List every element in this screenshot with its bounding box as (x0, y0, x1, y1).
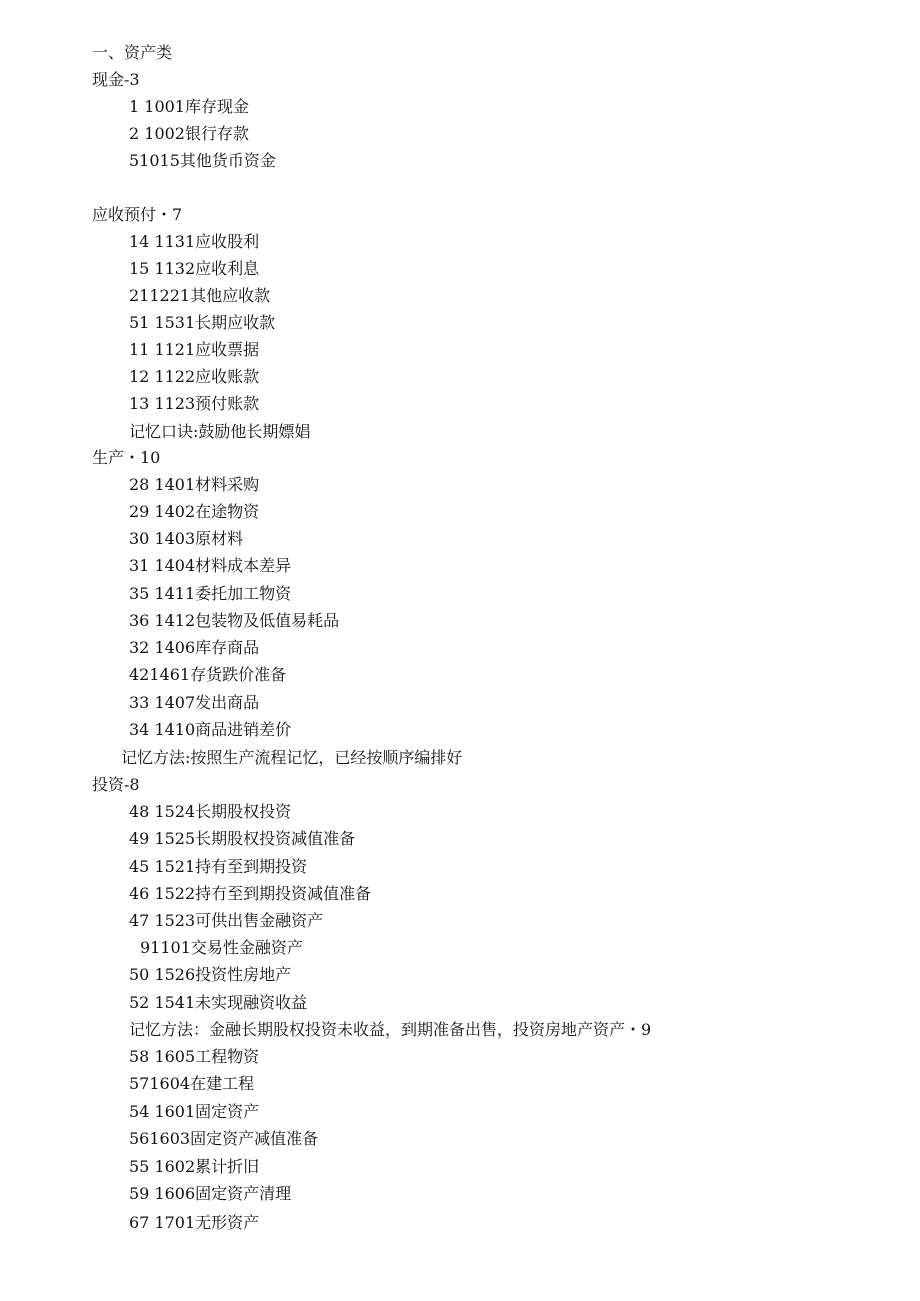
account-line: 58 1605工程物资 (129, 1047, 260, 1066)
account-line: 45 1521持有至到期投资 (129, 857, 308, 876)
account-line: 91101交易性金融资产 (140, 938, 303, 957)
account-line: 28 1401材料采购 (129, 475, 260, 494)
account-line: 59 1606固定资产清理 (129, 1184, 292, 1203)
account-line: 421461存货跌价准备 (129, 665, 287, 684)
account-line: 50 1526投资性房地产 (129, 965, 292, 984)
account-line: 31 1404材料成本差异 (129, 556, 292, 575)
mnemonic-note: 记忆方法：金融长期股权投资未收益，到期准备出售，投资房地产资产・9 (129, 1020, 652, 1039)
account-line: 67 1701无形资产 (129, 1213, 260, 1232)
account-line: 49 1525长期股权投资减值准备 (129, 829, 356, 848)
account-line: 52 1541未实现融资收益 (129, 993, 308, 1012)
account-line: 35 1411委托加工物资 (129, 584, 292, 603)
account-line: 54 1601固定资产 (129, 1102, 260, 1121)
group-heading-investment: 投资-8 (92, 775, 140, 794)
account-line: 2 1002银行存款 (129, 124, 249, 143)
account-line: 211221其他应收款 (129, 286, 271, 305)
account-line: 29 1402在途物资 (129, 502, 260, 521)
account-line: 47 1523可供出售金融资产 (129, 911, 324, 930)
account-line: 571604在建工程 (129, 1074, 255, 1093)
account-line: 11 1121应收票据 (129, 340, 260, 359)
group-heading-receivables: 应收预付・7 (92, 205, 183, 224)
mnemonic-note: 记忆口诀:鼓励他长期嫖娼 (129, 422, 311, 441)
account-line: 32 1406库存商品 (129, 638, 260, 657)
account-line: 55 1602累计折旧 (129, 1157, 260, 1176)
account-line: 1 1001库存现金 (129, 97, 249, 116)
account-line: 34 1410商品进销差价 (129, 720, 292, 739)
account-line: 48 1524长期股权投资 (129, 802, 292, 821)
account-line: 15 1132应收利息 (129, 259, 260, 278)
account-line: 46 1522持冇至到期投资减值准备 (129, 884, 372, 903)
mnemonic-note: 记忆方法:按照生产流程记忆，已经按顺序编排好 (121, 748, 463, 767)
account-line: 14 1131应收股利 (129, 232, 260, 251)
account-line: 51015其他货币资金 (129, 151, 276, 170)
account-line: 33 1407发出商品 (129, 693, 260, 712)
account-line: 12 1122应收账款 (129, 367, 260, 386)
account-line: 561603固定资产减值准备 (129, 1129, 319, 1148)
group-heading-cash: 现金-3 (92, 70, 140, 89)
group-heading-production: 生产・10 (92, 448, 161, 467)
account-line: 13 1123预付账款 (129, 394, 260, 413)
account-line: 30 1403原材料 (129, 529, 244, 548)
account-line: 51 1531长期应收款 (129, 313, 276, 332)
section-title: 一、资产类 (92, 43, 173, 62)
account-line: 36 1412包装物及低值易耗品 (129, 611, 340, 630)
